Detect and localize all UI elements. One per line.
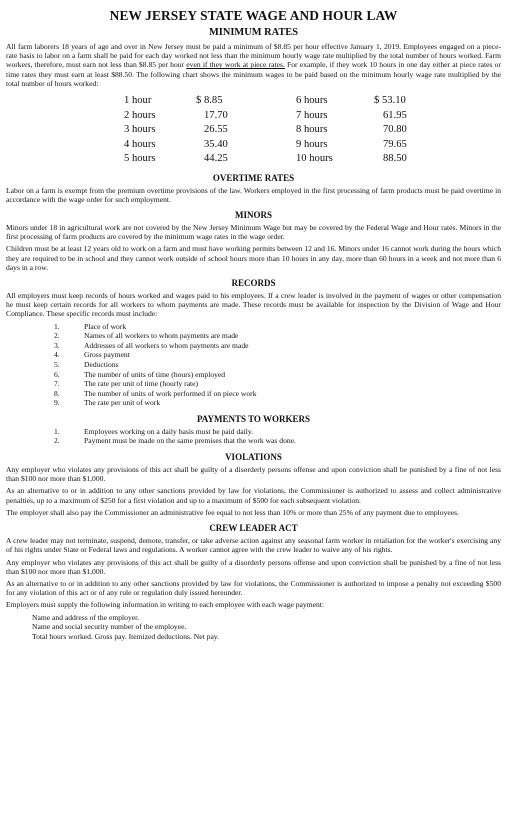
payments-heading: PAYMENTS TO WORKERS — [196, 413, 311, 424]
document-title: NEW JERSEY STATE WAGE AND HOUR LAW — [109, 8, 398, 23]
list-item — [54, 350, 501, 360]
intro-paragraph — [6, 42, 501, 88]
list-item-text: Names of all workers to whom payments are made — [84, 331, 239, 341]
hours-cell: 5 hours — [124, 153, 156, 165]
minors-paragraph-2: Children must be at least 12 years old to work on a farm and must have working permits between 12 and 16. Minors under 16 cannot work during the hours which they are required to be in school and they cannot work outside of school hours more than 10 hours in any day, more than 60 hours in a week and not more than 6 days in a row. — [6, 244, 501, 272]
list-item-number: 7. — [54, 379, 60, 389]
list-item-text: Addresses of all workers to whom payments are made — [84, 340, 249, 350]
list-item-text: The number of units of work performed if on piece work — [84, 388, 257, 398]
list-item — [54, 360, 501, 370]
intro-text-2: For example, if they work 10 hours in one day either at piece rates or time rates they must earn at least $88.50. The following chart shows the minimum wages to be paid based on the minimum hourly wage rate multiplied by the total number of hours worked: — [6, 60, 501, 88]
payments-list — [6, 427, 501, 446]
list-item: Total hours worked. Gross pay. Itemized deductions. Net pay. — [32, 631, 220, 641]
crew-leader-paragraph-2: Any employer who violates any provisions of this act shall be guilty of a disorderly persons offense and upon conviction shall be punished by a fine of not less than $100 nor more than $1,000. — [6, 557, 501, 576]
list-item-text: Gross payment — [84, 350, 130, 360]
hours-cell: 3 hours — [124, 124, 156, 136]
violations-heading: VIOLATIONS — [225, 452, 282, 463]
hours-cell: 10 hours — [296, 153, 333, 165]
wage-row — [124, 152, 501, 167]
list-item: Name and social security number of the employee. — [32, 622, 187, 632]
list-item-text: Payment must be made on the same premises that the work was done. — [84, 436, 296, 446]
list-item-number: 2. — [54, 331, 60, 341]
wage-cell: 70.80 — [383, 124, 407, 136]
list-item — [54, 427, 501, 437]
wage-cell: 17.70 — [204, 109, 228, 121]
intro-text-1: All farm laborers 18 years of age and over in New Jersey must be paid a minimum of $8.85 per hour effective January 1, 2019. Employees engaged on a piece-rate basis to labor on a farm shall be paid for each day worked not less than the minimum hourly wage rate multiplied by the total number of hours worked. Farm workers, therefore, must earn not less than $8.85 per hour — [6, 42, 501, 70]
list-item-text: The rate per unit of time (hourly rate) — [84, 379, 199, 389]
minimum-rates-heading: MINIMUM RATES — [209, 27, 298, 38]
crew-leader-paragraph-4: Employers must supply the following information in writing to each employee with each wage payment: — [6, 600, 325, 610]
list-item-number: 3. — [54, 340, 60, 350]
minors-heading: MINORS — [234, 209, 272, 220]
wage-cell: 26.55 — [204, 124, 228, 136]
wage-row — [124, 123, 501, 138]
list-item-number: 1. — [54, 426, 60, 436]
crew-leader-paragraph-1: A crew leader may not terminate, suspend, demote, transfer, or take adverse action against any seasonal farm worker in retaliation for the worker's exercising any of his rights under State or Federal laws and regulations. A worker cannot agree with the crew leader to waive any of his rights. — [6, 536, 501, 555]
list-item-text: Deductions — [84, 359, 119, 369]
list-item — [54, 331, 501, 341]
minors-paragraph-1: Minors under 18 in agricultural work are not covered by the New Jersey Minimum Wage but may be covered by the Federal Wage and Hour rates. Minors in the first processing of farm products are covered by the minimum wage rates in the wage order. — [6, 222, 501, 242]
hours-cell: 9 hours — [296, 138, 328, 150]
list-item-number: 5. — [54, 359, 60, 369]
violations-paragraph-3: The employer shall also pay the Commissioner an administrative fee equal to not less than 10% or more than 25% of any payment due to employees. — [6, 507, 459, 517]
hours-cell: 6 hours — [296, 95, 328, 107]
list-item — [54, 389, 501, 399]
employee-info-list — [6, 613, 501, 642]
intro-underlined-text: even if they work at piece rates. — [186, 60, 285, 70]
list-item — [54, 341, 501, 351]
list-item-number: 2. — [54, 436, 60, 446]
wage-cell: 88.50 — [383, 153, 407, 165]
wage-cell: $ 8.85 — [196, 95, 223, 107]
list-item-text: The rate per unit of work — [84, 398, 161, 408]
list-item-number: 1. — [54, 321, 60, 331]
list-item-number: 8. — [54, 388, 60, 398]
list-item — [54, 436, 501, 446]
wage-cell: 35.40 — [204, 138, 228, 150]
hours-cell: 7 hours — [296, 109, 328, 121]
violations-paragraph-1: Any employer who violates any provisions of this act shall be guilty of a disorderly persons offense and upon conviction shall be punished by a fine of not less than $100 nor more than $1,000. — [6, 465, 501, 484]
wage-cell: 44.25 — [204, 153, 228, 165]
hours-cell: 1 hour — [124, 95, 152, 107]
hours-cell: 4 hours — [124, 138, 156, 150]
overtime-paragraph: Labor on a farm is exempt from the premium overtime provisions of the law. Workers employed in the first processing of farm products must be paid overtime in accordance with the wage order for such employment. — [6, 185, 501, 204]
overtime-heading: OVERTIME RATES — [212, 172, 295, 183]
wage-cell: 79.65 — [383, 138, 407, 150]
list-item — [54, 398, 501, 408]
hours-cell: 8 hours — [296, 124, 328, 136]
crew-leader-paragraph-3: As an alternative to or in addition to any other sanctions provided by law for violations, the Commissioner is authorized to impose a penalty not exceeding $500 for any violation of this act or of any rule or regulation duly issued hereunder. — [6, 578, 501, 598]
wage-cell: $ 53.10 — [374, 95, 406, 107]
wage-table — [6, 94, 501, 167]
list-item — [54, 322, 501, 332]
list-item-text: Place of work — [84, 321, 127, 331]
hours-cell: 2 hours — [124, 109, 156, 121]
wage-row — [124, 94, 501, 109]
wage-cell: 61.95 — [383, 109, 407, 121]
list-item-number: 4. — [54, 350, 60, 360]
list-item-text: The number of units of time (hours) employed — [84, 369, 226, 379]
list-item-text: Employees working on a daily basis must be paid daily. — [84, 426, 254, 436]
crew-leader-heading: CREW LEADER ACT — [209, 523, 298, 534]
list-item-number: 9. — [54, 398, 60, 408]
list-item-number: 6. — [54, 369, 60, 379]
wage-row — [124, 109, 501, 124]
wage-row — [124, 138, 501, 153]
violations-paragraph-2: As an alternative to or in addition to any other sanctions provided by law for violations, the Commissioner is authorized to assess and collect administrative penalties, up to a maximum of $250 for a first violation and up to a maximum of $500 for each subsequent violation. — [6, 486, 501, 505]
records-list — [6, 322, 501, 408]
records-paragraph: All employers must keep records of hours worked and wages paid to his employees. If a crew leader is involved in the payment of wages or other compensation he must keep certain records for all workers to whom payments are made. These records must be available for inspection by the Division of Wage and Hour Compliance. These specific records must include: — [6, 290, 501, 319]
list-item — [54, 379, 501, 389]
list-item: Name and address of the employer. — [32, 612, 140, 622]
records-heading: RECORDS — [231, 277, 276, 288]
list-item — [54, 370, 501, 380]
